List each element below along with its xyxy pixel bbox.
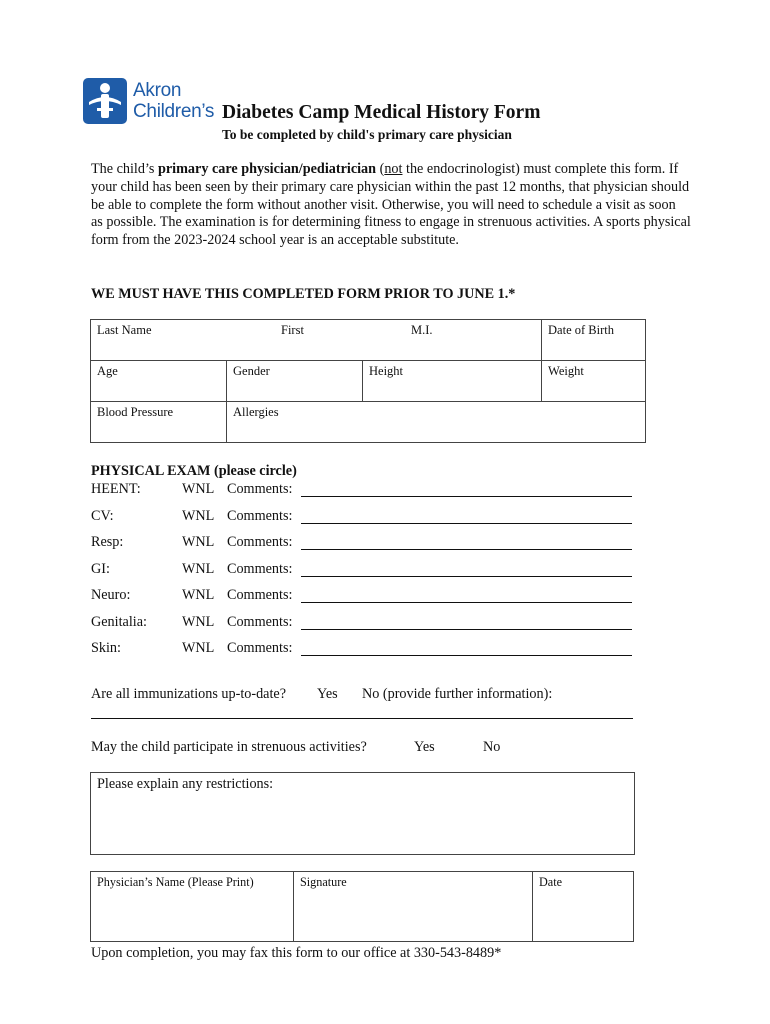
- allergies-field[interactable]: [227, 402, 646, 443]
- date-of-birth-label: Date of Birth: [548, 323, 614, 337]
- comments-line[interactable]: [301, 496, 632, 497]
- physical-exam-title: PHYSICAL EXAM (please circle): [91, 463, 297, 479]
- last-name-field[interactable]: [91, 320, 542, 361]
- comments-line[interactable]: [301, 655, 632, 656]
- participation-question: May the child participate in strenuous activities?: [91, 739, 367, 755]
- intro-paragraph: [91, 161, 691, 250]
- gender-field[interactable]: [227, 361, 363, 402]
- immunizations-no-option[interactable]: No (provide further information):: [362, 686, 553, 702]
- gender-label: Gender: [233, 364, 270, 378]
- participation-no-option[interactable]: No: [483, 739, 501, 755]
- exam-label: HEENT:: [91, 481, 141, 497]
- immunizations-question: Are all immunizations up-to-date?: [91, 686, 287, 702]
- child-figure-icon: [83, 78, 127, 124]
- wnl-option[interactable]: WNL: [182, 640, 215, 656]
- comments-line[interactable]: [301, 576, 632, 577]
- logo-mark: [83, 78, 127, 124]
- wnl-option[interactable]: WNL: [182, 534, 215, 550]
- exam-label: Resp:: [91, 534, 124, 550]
- intro-text-start: The child’s: [91, 161, 158, 177]
- deadline-notice: WE MUST HAVE THIS COMPLETED FORM PRIOR TO JUNE 1.*: [91, 286, 516, 302]
- comments-line[interactable]: [301, 523, 632, 524]
- date-of-birth-field[interactable]: [542, 320, 646, 361]
- logo-wordmark: [133, 80, 214, 122]
- last-name-label: Last Name: [97, 323, 152, 337]
- blood-pressure-label: Blood Pressure: [97, 405, 174, 419]
- wnl-option[interactable]: WNL: [182, 481, 215, 497]
- comments-line[interactable]: [301, 602, 632, 603]
- weight-field[interactable]: [542, 361, 646, 402]
- signature-label: Signature: [300, 875, 347, 889]
- height-field[interactable]: [363, 361, 542, 402]
- age-field[interactable]: [91, 361, 227, 402]
- exam-label: Neuro:: [91, 587, 131, 603]
- comments-label: Comments:: [227, 534, 293, 550]
- middle-initial-label: M.I.: [411, 323, 433, 337]
- exam-label: Skin:: [91, 640, 121, 656]
- wnl-option[interactable]: WNL: [182, 508, 215, 524]
- wnl-option[interactable]: WNL: [182, 587, 215, 603]
- age-label: Age: [97, 364, 118, 378]
- immunizations-yes-option[interactable]: Yes: [317, 686, 338, 702]
- exam-label: GI:: [91, 561, 110, 577]
- restrictions-label: Please explain any restrictions:: [97, 776, 274, 792]
- intro-underlined-word: not: [384, 161, 403, 177]
- page-subtitle: To be completed by child's primary care physician: [222, 127, 512, 142]
- comments-label: Comments:: [227, 587, 293, 603]
- restrictions-box[interactable]: [90, 772, 635, 855]
- comments-label: Comments:: [227, 614, 293, 630]
- physician-name-label: Physician’s Name (Please Print): [97, 875, 254, 889]
- exam-label: CV:: [91, 508, 114, 524]
- date-label: Date: [539, 875, 563, 889]
- wnl-option[interactable]: WNL: [182, 614, 215, 630]
- page-title: Diabetes Camp Medical History Form: [222, 102, 541, 123]
- exam-label: Genitalia:: [91, 614, 147, 630]
- logo-line-1: Akron: [133, 80, 182, 101]
- intro-text-rest: the endocrinologist) must complete this form. If your child has been seen by their primary care physician within the past 12 months, that physician should be able to complete the form without another visit. Otherwise, you will need to schedule a visit as soon as possible. The examination is for determining fitness to engage in strenuous activities. A sports physical form from the 2023-2024 school year is an acceptable substitute.: [91, 161, 691, 249]
- blood-pressure-field[interactable]: [91, 402, 227, 443]
- allergies-label: Allergies: [233, 405, 279, 419]
- intro-text-paren: (: [376, 161, 385, 177]
- first-name-label: First: [281, 323, 304, 337]
- logo-line-2: Children’s: [133, 101, 215, 122]
- comments-label: Comments:: [227, 508, 293, 524]
- participation-yes-option[interactable]: Yes: [414, 739, 435, 755]
- patient-info-table: [90, 319, 646, 443]
- comments-label: Comments:: [227, 481, 293, 497]
- comments-line[interactable]: [301, 549, 632, 550]
- signature-table: [90, 871, 634, 942]
- weight-label: Weight: [548, 364, 584, 378]
- wnl-option[interactable]: WNL: [182, 561, 215, 577]
- fax-instructions: Upon completion, you may fax this form to our office at 330-543-8489*: [91, 945, 502, 961]
- comments-label: Comments:: [227, 561, 293, 577]
- date-field[interactable]: [533, 872, 634, 942]
- immunizations-info-line[interactable]: [91, 718, 633, 719]
- comments-label: Comments:: [227, 640, 293, 656]
- height-label: Height: [369, 364, 404, 378]
- signature-field[interactable]: [294, 872, 533, 942]
- intro-bold-phrase: primary care physician/pediatrician: [157, 161, 377, 177]
- physician-name-field[interactable]: [91, 872, 294, 942]
- comments-line[interactable]: [301, 629, 632, 630]
